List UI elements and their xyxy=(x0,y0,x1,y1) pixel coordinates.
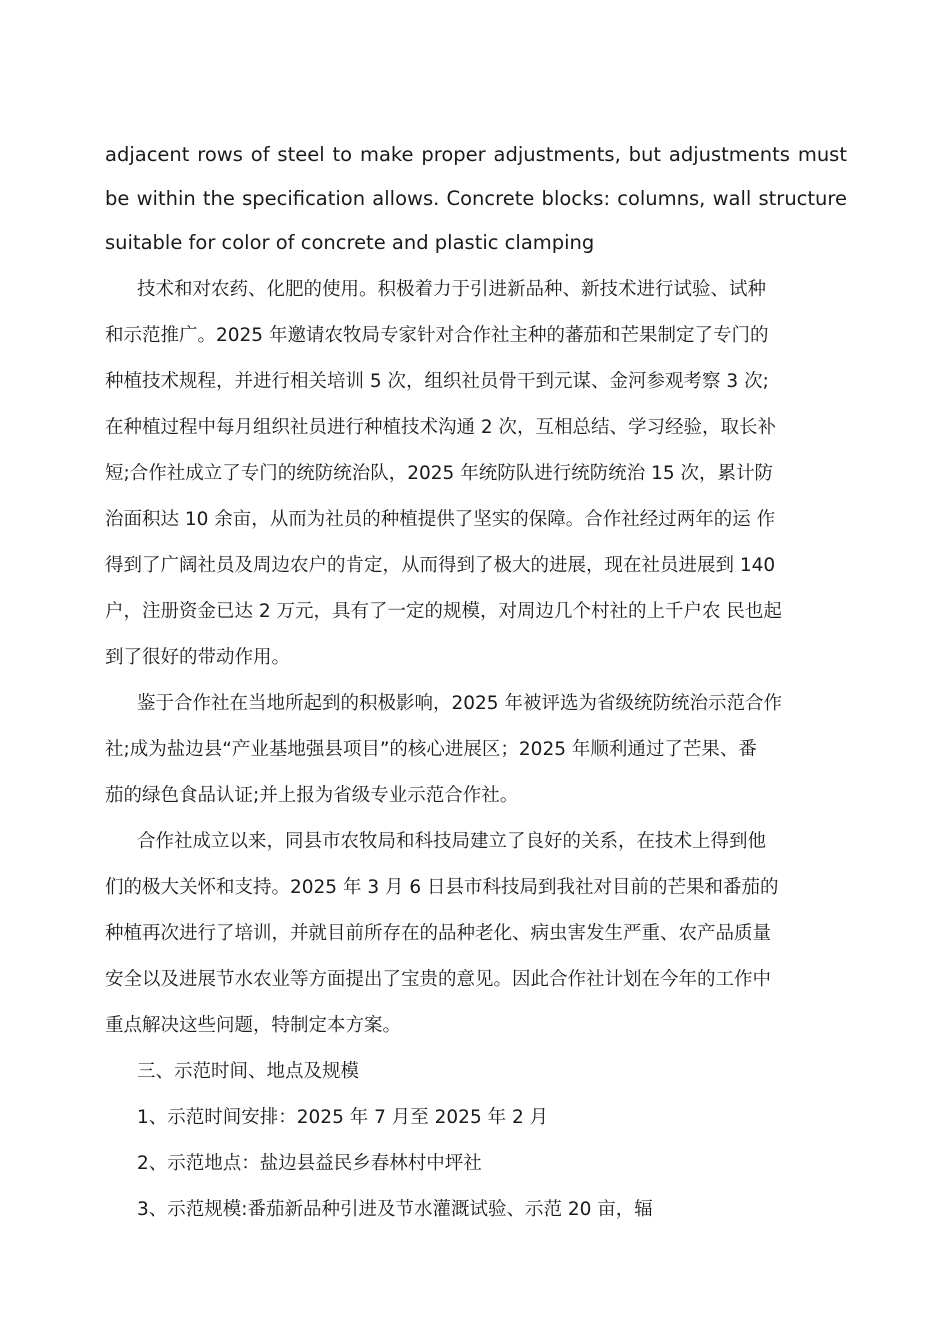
text-line: 短;合作社成立了专门的统防统治队，2025 年统防队进行统防统治 15 次，累计防 xyxy=(105,463,773,484)
text-line: 和示范推广。2025 年邀请农牧局专家针对合作社主种的蕃茄和芒果制定了专门的 xyxy=(105,325,769,346)
list-item: 3、示范规模:番茄新品种引进及节水灌溉试验、示范 20 亩，辐 xyxy=(137,1199,653,1220)
text-line: 治面积达 10 余亩，从而为社员的种植提供了坚实的保障。合作社经过两年的运 作 xyxy=(105,509,776,530)
text-line: 社;成为盐边县“产业基地强县项目”的核心进展区；2025 年顺利通过了芒果、番 xyxy=(105,739,757,760)
section-heading: 三、示范时间、地点及规模 xyxy=(137,1061,360,1082)
paragraph-technical-training xyxy=(105,267,847,681)
text-line: 种植技术规程，并进行相关培训 5 次，组织社员骨干到元谋、金河参观考察 3 次; xyxy=(105,371,769,392)
item-list xyxy=(105,1095,847,1233)
text-line: adjacent rows of steel to make proper adjustments, but adjustments must xyxy=(105,143,847,166)
text-line: 到了很好的带动作用。 xyxy=(105,647,291,668)
text-line: 茄的绿色食品认证;并上报为省级专业示范合作社。 xyxy=(105,785,519,806)
text-line: 技术和对农药、化肥的使用。积极着力于引进新品种、新技术进行试验、试种 xyxy=(137,279,767,300)
text-line: 安全以及进展节水农业等方面提出了宝贵的意见。因此合作社计划在今年的工作中 xyxy=(105,969,772,990)
text-line: 在种植过程中每月组织社员进行种植技术沟通 2 次，互相总结、学习经验，取长补 xyxy=(105,417,777,438)
paragraph-achievements xyxy=(105,681,847,819)
text-line: 种植再次进行了培训，并就目前所存在的品种老化、病虫害发生严重、农产品质量 xyxy=(105,923,772,944)
text-line: suitable for color of concrete and plastic clamping xyxy=(105,231,595,254)
list-item: 1、示范时间安排：2025 年 7 月至 2025 年 2 月 xyxy=(137,1107,549,1128)
text-line: 们的极大关怀和支持。2025 年 3 月 6 日县市科技局到我社对目前的芒果和番茄的 xyxy=(105,877,779,898)
text-line: 鉴于合作社在当地所起到的积极影响，2025 年被评选为省级统防统治示范合作 xyxy=(137,693,782,714)
text-line: 合作社成立以来，同县市农牧局和科技局建立了良好的关系，在技术上得到他 xyxy=(137,831,767,852)
text-line: 户，注册资金已达 2 万元，具有了一定的规模，对周边几个村社的上千户农 民也起 xyxy=(105,601,782,622)
text-line: 重点解决这些问题，特制定本方案。 xyxy=(105,1015,402,1036)
text-line: be within the specification allows. Concrete blocks: columns, wall structure xyxy=(105,187,847,210)
text-line: 得到了广阔社员及周边农户的肯定，从而得到了极大的进展，现在社员进展到 140 xyxy=(105,555,776,576)
paragraph-cooperation xyxy=(105,819,847,1049)
list-item: 2、示范地点：盐边县益民乡春林村中坪社 xyxy=(137,1153,482,1174)
english-paragraph xyxy=(105,133,847,265)
document-page xyxy=(105,133,847,1233)
